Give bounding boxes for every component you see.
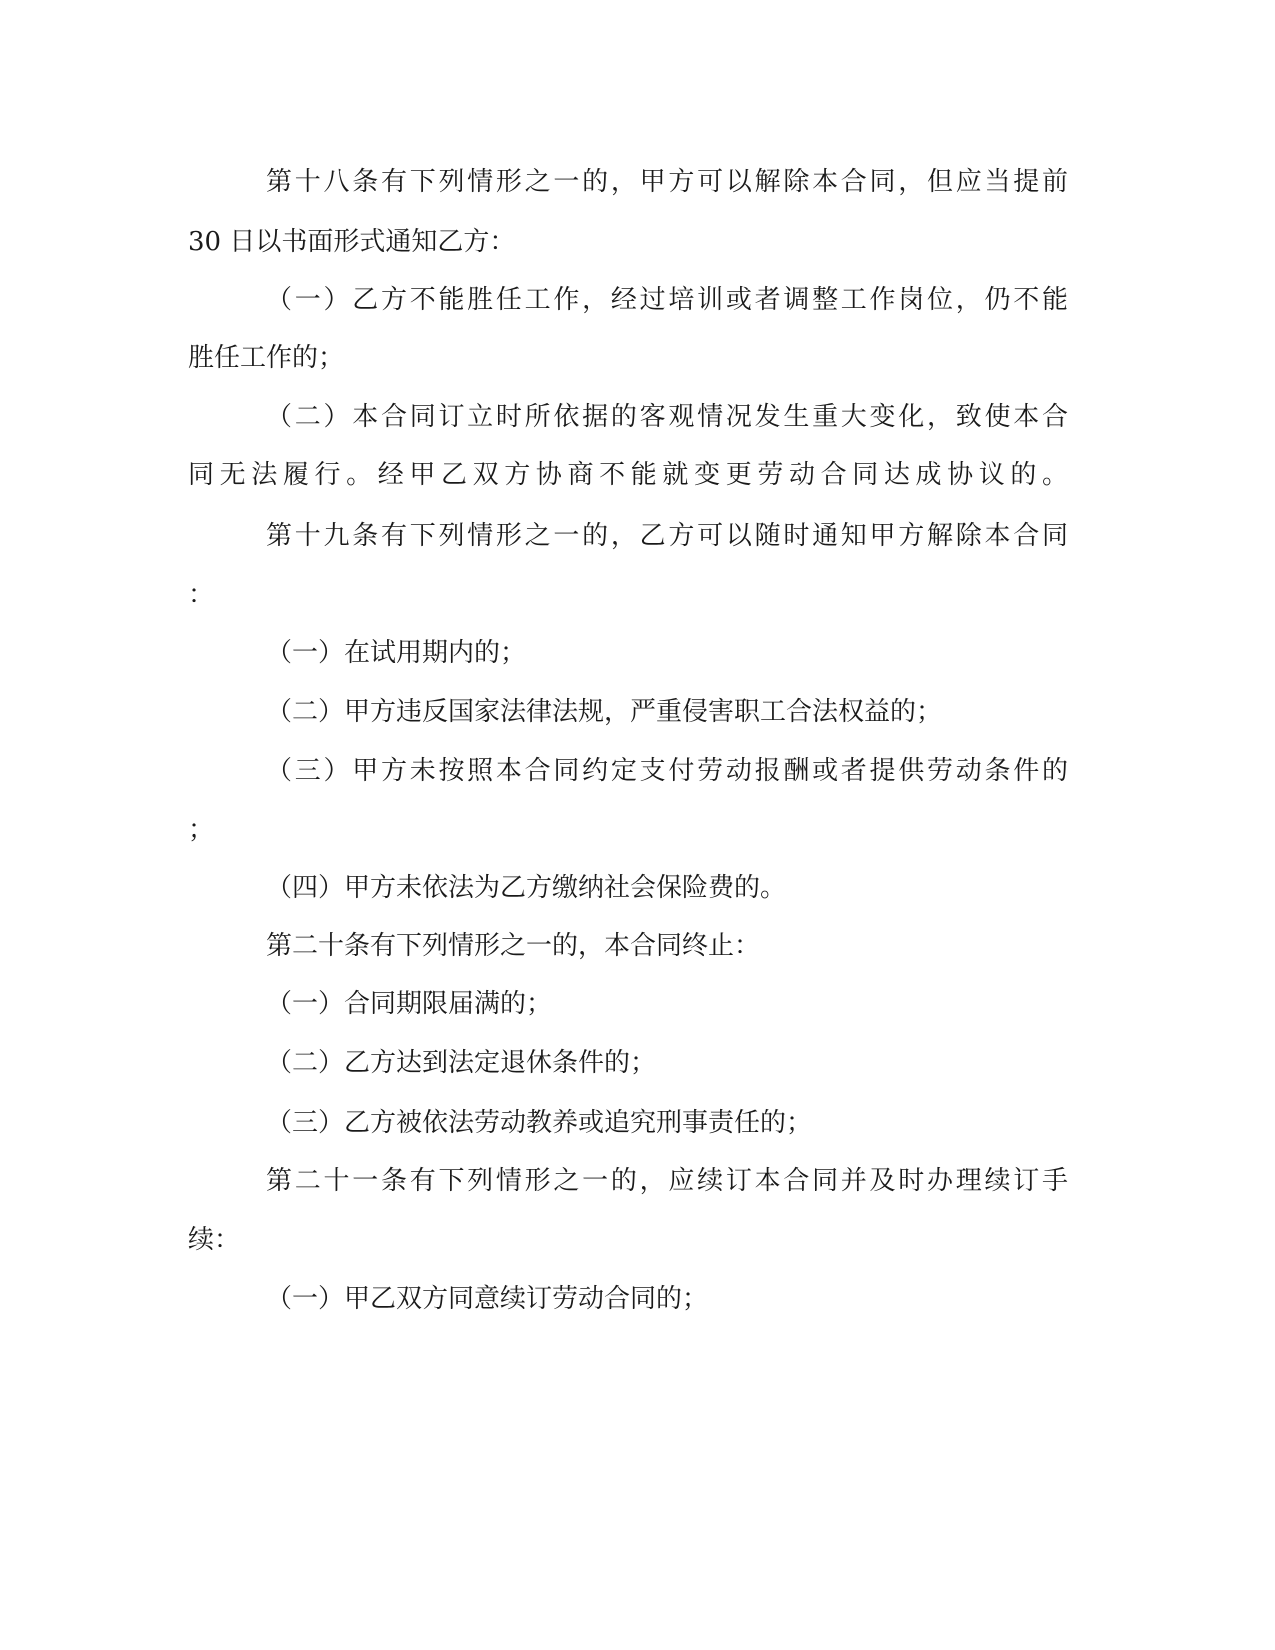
article-19-item-1: （一）在试用期内的； bbox=[266, 638, 527, 668]
article-19-item-4: （四）甲方未依法为乙方缴纳社会保险费的。 bbox=[266, 873, 787, 903]
article-20-item-2: （二）乙方达到法定退休条件的； bbox=[266, 1048, 657, 1078]
item-1-line-2: 胜任工作的； bbox=[188, 343, 345, 373]
article-21-item-1: （一）甲乙双方同意续订劳动合同的； bbox=[266, 1284, 709, 1314]
article-19-line-2: ： bbox=[188, 580, 215, 610]
article-19-line-1: 第十九条有下列情形之一的，乙方可以随时通知甲方解除本合同 bbox=[266, 521, 1068, 551]
item-1-line-1: （一）乙方不能胜任工作，经过培训或者调整工作岗位，仍不能 bbox=[266, 285, 1068, 315]
item-2-line-1: （二）本合同订立时所依据的客观情况发生重大变化，致使本合 bbox=[266, 402, 1068, 432]
article-18-line-1: 第十八条有下列情形之一的，甲方可以解除本合同，但应当提前 bbox=[266, 167, 1068, 197]
article-21-line-2: 续： bbox=[188, 1225, 241, 1255]
article-19-item-2: （二）甲方违反国家法律法规，严重侵害职工合法权益的； bbox=[266, 697, 943, 727]
article-20-item-3: （三）乙方被依法劳动教养或追究刑事责任的； bbox=[266, 1108, 813, 1138]
article-20-item-1: （一）合同期限届满的； bbox=[266, 989, 553, 1019]
article-20-heading: 第二十条有下列情形之一的，本合同终止： bbox=[266, 931, 761, 961]
article-19-item-3-line-2: ； bbox=[188, 815, 215, 845]
article-21-line-1: 第二十一条有下列情形之一的，应续订本合同并及时办理续订手 bbox=[266, 1166, 1068, 1196]
article-18-line-2: 30 日以书面形式通知乙方： bbox=[188, 227, 516, 257]
article-19-item-3-line-1: （三）甲方未按照本合同约定支付劳动报酬或者提供劳动条件的 bbox=[266, 756, 1068, 786]
item-2-line-2: 同无法履行。经甲乙双方协商不能就变更劳动合同达成协议的。 bbox=[188, 460, 1068, 490]
